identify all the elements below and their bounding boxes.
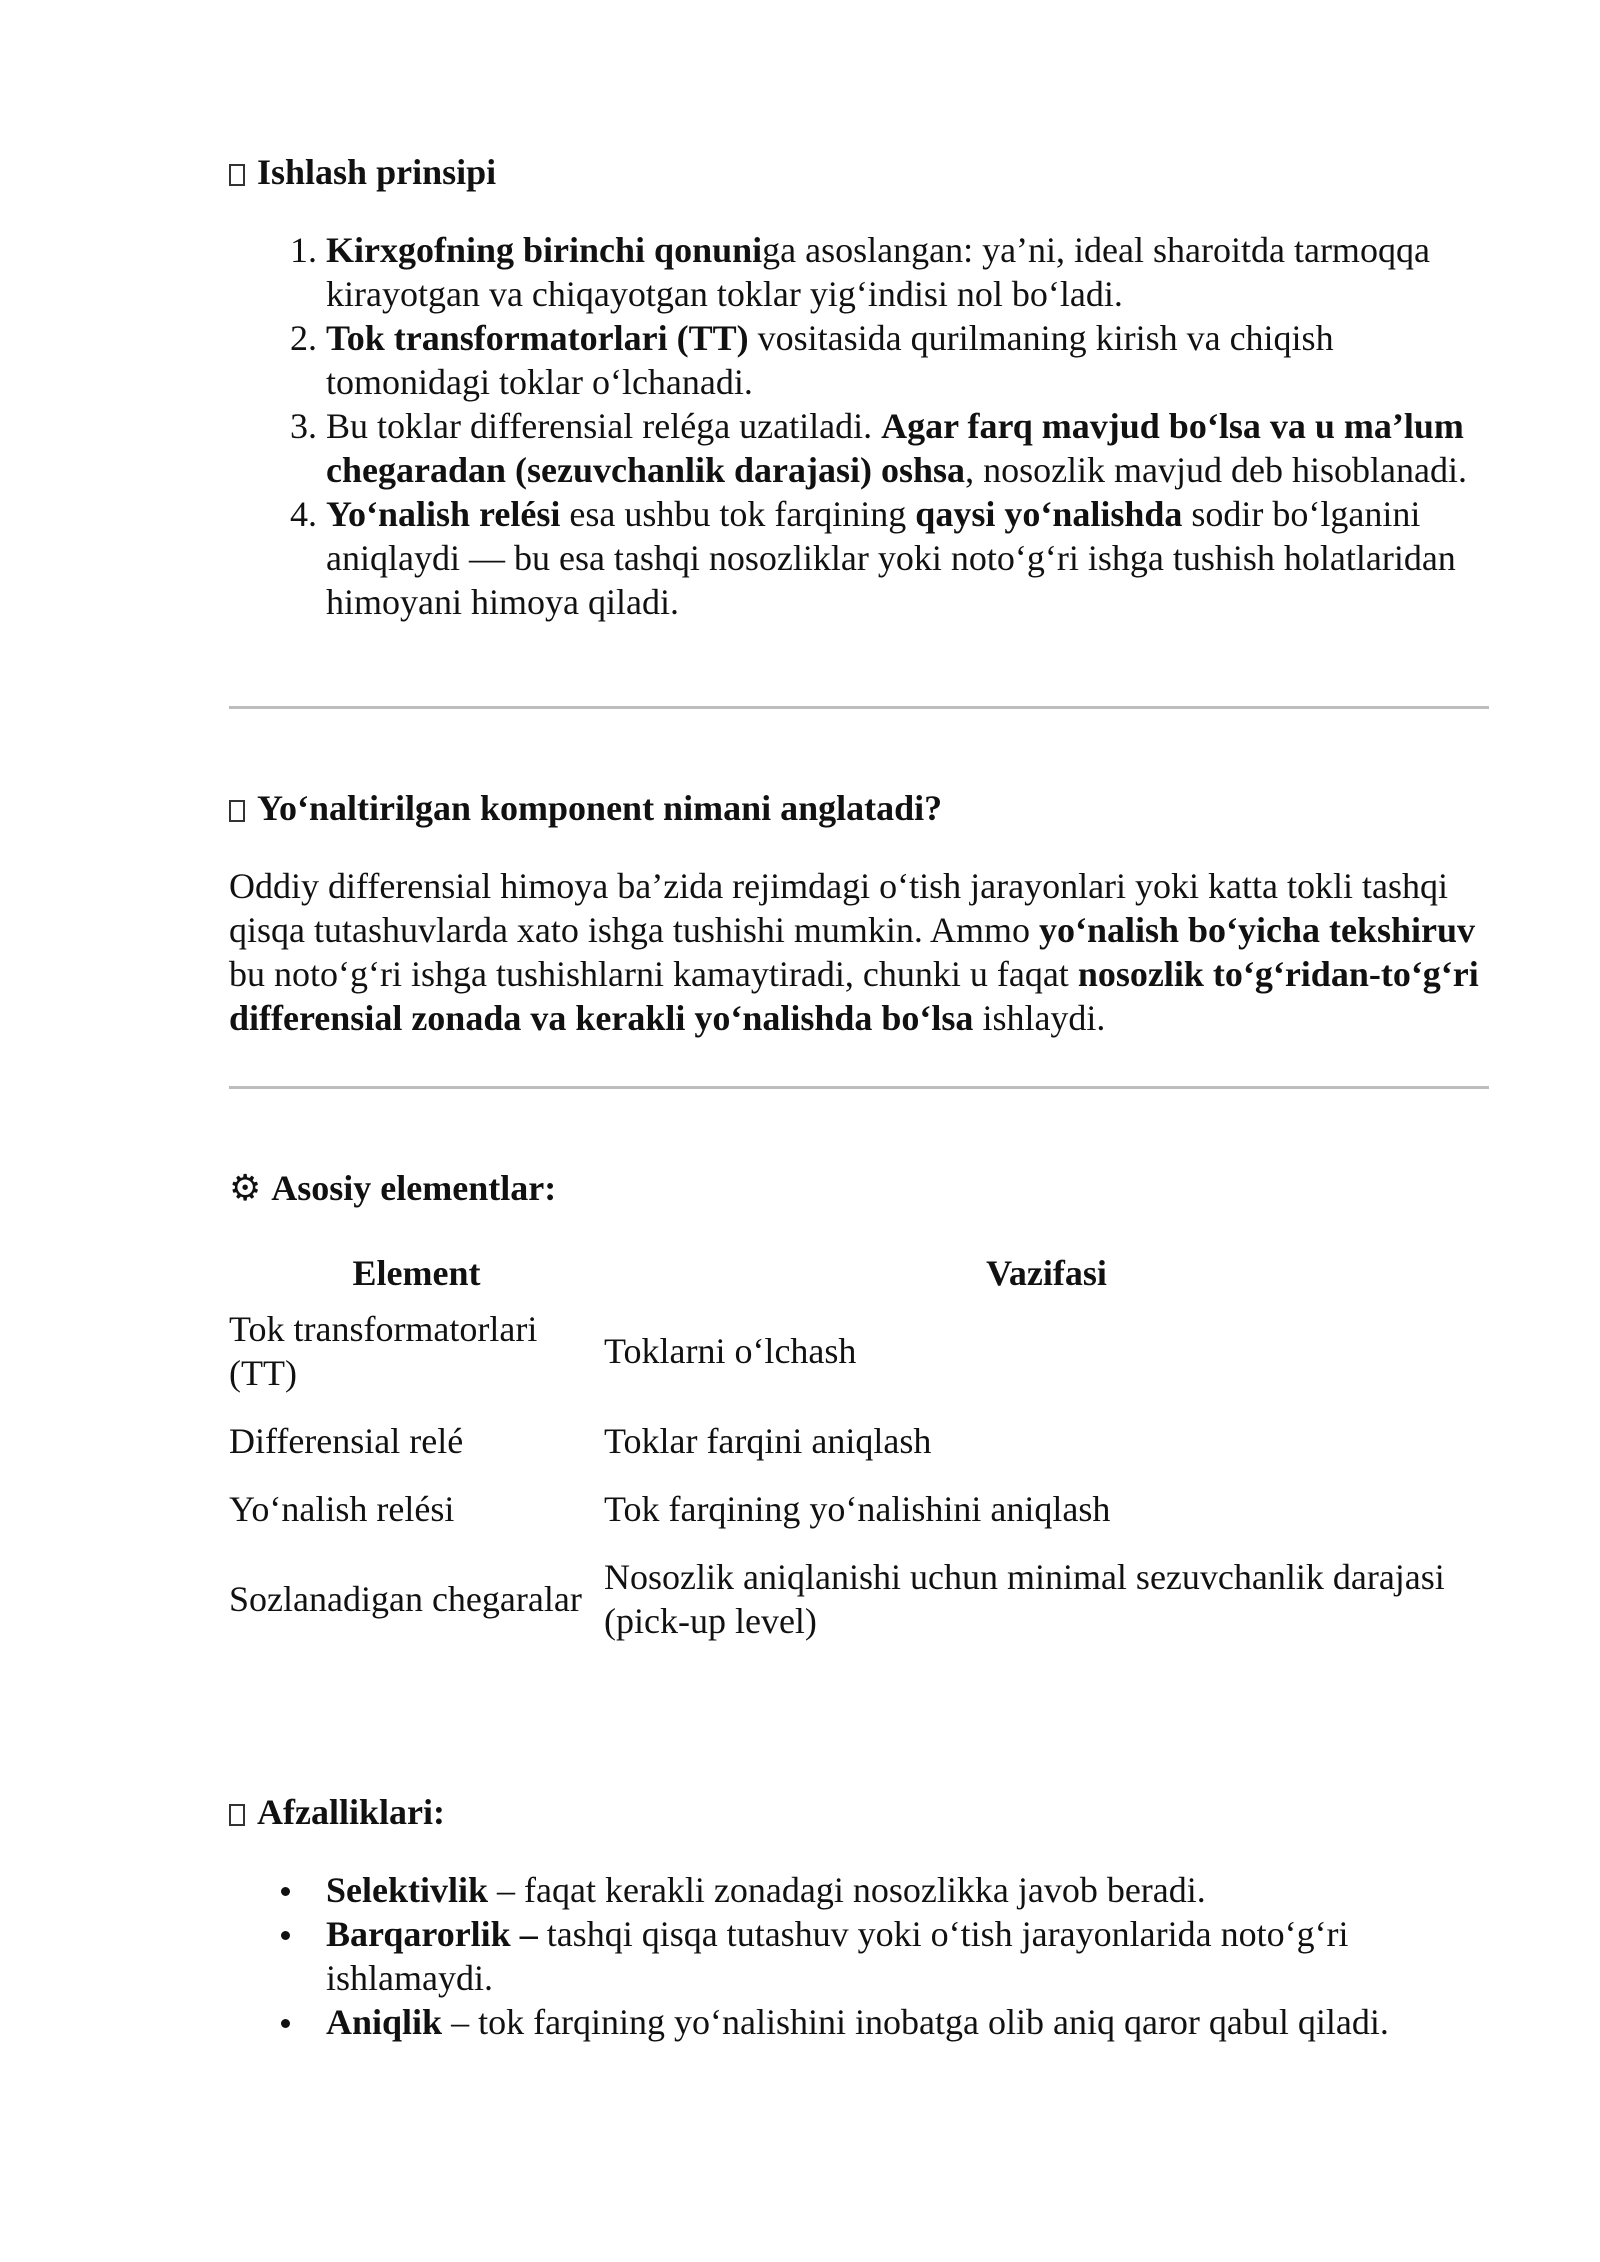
table-row bbox=[229, 1543, 1489, 1655]
list-item bbox=[326, 492, 1489, 624]
text: Oddiy differensial himoya ba’zida rejimdagi o‘tish jarayonlari yoki katta tokli tashqi qisqa tutashuvlarda xato ishga tushishi mumkin. Ammo bbox=[229, 866, 1449, 950]
section-heading bbox=[229, 786, 1489, 830]
elements-table bbox=[229, 1251, 1489, 1655]
text: vositasida qurilmaning kirish va chiqish tomonidagi toklar o‘lchanadi. bbox=[326, 318, 1334, 402]
list-item bbox=[326, 404, 1489, 492]
text: ga asoslangan: ya’ni, ideal sharoitda tarmoqqa kirayotgan va chiqayotgan toklar yig‘indisi nol bo‘ladi. bbox=[326, 230, 1430, 314]
table-cell: Toklarni o‘lchash bbox=[604, 1331, 857, 1371]
section-yonaltirilgan bbox=[229, 786, 1489, 1040]
text: – faqat kerakli zonadagi nosozlikka javob beradi. bbox=[488, 1870, 1206, 1910]
table-row bbox=[229, 1475, 1489, 1543]
bold-text: Yo‘nalish relési bbox=[326, 494, 561, 534]
table-row bbox=[229, 1407, 1489, 1475]
section-afzalliklari bbox=[229, 1790, 1489, 2044]
heading-text: Ishlash prinsipi bbox=[257, 152, 497, 192]
table-cell: Yo‘nalish relési bbox=[229, 1489, 455, 1529]
bold-text: Aniqlik bbox=[326, 2002, 443, 2042]
text: sodir bo‘lganini aniqlaydi — bu esa tashqi nosozliklar yoki noto‘g‘ri ishga tushish holatlaridan himoyani himoya qiladi. bbox=[326, 494, 1456, 622]
column-header-vazifasi: Vazifasi bbox=[986, 1253, 1107, 1293]
paragraph bbox=[229, 864, 1489, 1040]
list-item bbox=[326, 1912, 1489, 2000]
bold-text: Selektivlik bbox=[326, 1870, 489, 1910]
horizontal-divider bbox=[229, 706, 1489, 709]
text: ishlaydi. bbox=[973, 998, 1106, 1038]
text: esa ushbu tok farqining bbox=[560, 494, 916, 534]
list-item bbox=[326, 1868, 1489, 1912]
text: bu noto‘g‘ri ishga tushishlarni kamaytiradi, chunki u faqat bbox=[229, 954, 1078, 994]
table-cell: Sozlanadigan chegaralar bbox=[229, 1579, 582, 1619]
text: , nosozlik mavjud deb hisoblanadi. bbox=[965, 450, 1467, 490]
section-heading bbox=[229, 150, 1489, 194]
heading-text: Yo‘naltirilgan komponent nimani anglatadi? bbox=[257, 788, 943, 828]
text: tashqi qisqa tutashuv yoki o‘tish jarayonlarida noto‘g‘ri ishlamaydi. bbox=[326, 1914, 1349, 1998]
missing-glyph-icon bbox=[229, 164, 245, 186]
list-item bbox=[326, 228, 1489, 316]
advantages-list bbox=[229, 1868, 1489, 2044]
heading-text: Asosiy elementlar: bbox=[271, 1168, 557, 1208]
list-item bbox=[326, 316, 1489, 404]
heading-text: Afzalliklari: bbox=[257, 1792, 445, 1832]
text: – tok farqining yo‘nalishini inobatga olib aniq qaror qabul qiladi. bbox=[442, 2002, 1389, 2042]
section-ishlash-prinsipi bbox=[229, 150, 1489, 624]
bold-text: Kirxgofning birinchi qonuni bbox=[326, 230, 763, 270]
missing-glyph-icon bbox=[229, 1804, 245, 1826]
missing-glyph-icon bbox=[229, 800, 245, 822]
text: Bu toklar differensial reléga uzatiladi. bbox=[326, 406, 882, 446]
list-item bbox=[326, 2000, 1489, 2044]
gear-icon: ⚙ bbox=[229, 1168, 262, 1209]
horizontal-divider bbox=[229, 1086, 1489, 1089]
bold-text: Barqarorlik – bbox=[326, 1914, 538, 1954]
section-heading bbox=[229, 1790, 1489, 1834]
principles-list bbox=[229, 228, 1489, 624]
bold-text: yo‘nalish bo‘yicha tekshiruv bbox=[1038, 910, 1476, 950]
table-cell: Tok transformatorlari (TT) bbox=[229, 1309, 538, 1393]
table-row bbox=[229, 1295, 1489, 1407]
bold-text: qaysi yo‘nalishda bbox=[915, 494, 1183, 534]
table-cell: Tok farqining yo‘nalishini aniqlash bbox=[604, 1489, 1111, 1529]
bold-text: nosozlik to‘g‘ridan-to‘g‘ri differensial zonada va kerakli yo‘nalishda bo‘lsa bbox=[229, 954, 1479, 1038]
table-cell: Differensial relé bbox=[229, 1421, 464, 1461]
section-asosiy-elementlar bbox=[229, 1166, 1489, 1655]
section-heading bbox=[229, 1166, 1489, 1211]
table-header-row bbox=[229, 1251, 1489, 1295]
table-cell: Nosozlik aniqlanishi uchun minimal sezuvchanlik darajasi (pick-up level) bbox=[604, 1557, 1445, 1641]
column-header-element: Element bbox=[352, 1253, 481, 1293]
bold-text: Agar farq mavjud bo‘lsa va u ma’lum chegaradan (sezuvchanlik darajasi) oshsa bbox=[326, 406, 1464, 490]
table-cell: Toklar farqini aniqlash bbox=[604, 1421, 932, 1461]
bold-text: Tok transformatorlari (TT) bbox=[326, 318, 749, 358]
